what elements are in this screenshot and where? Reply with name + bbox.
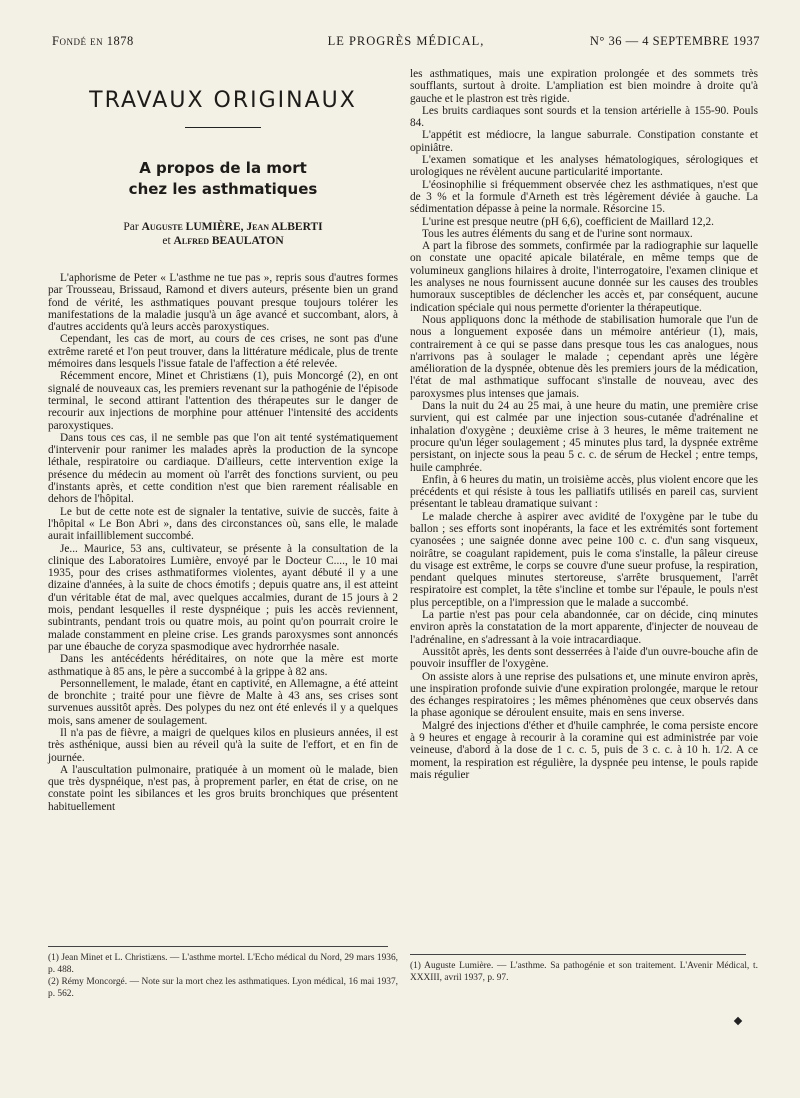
article-title-line-2: chez les asthmatiques <box>128 180 318 198</box>
body-paragraph: Dans tous ces cas, il ne semble pas que l'on ait tenté systématiquement d'intervenir pour ranimer les malades après la production de la syncope léthale, respiratoire ou cardiaque. D'ailleurs, cette intervention exige la présence du médecin au moment où l'arrêt des fonctions survient, ou peu d'instants après, et cette condition n'est que bien rarement réalisable en dehors de l'hôpital. <box>48 431 398 506</box>
body-paragraph: Nous appliquons donc la méthode de stabilisation humorale que l'un de nous a longuement exposée dans un mémoire antérieur (1), mais, contrairement à ce qui se passe dans presque tous les cas analogues, nous n'arrivons pas à soulager le malade ; cependant après une légère amélioration de la dyspnée, obtenue dès les premiers jours de la médication, l'état de mal asthmatique suffocant s'installe de nouveau, avec des paroxysmes plus intenses que jamais. <box>410 313 758 400</box>
running-header <box>52 34 760 54</box>
footnote-rule <box>410 954 746 955</box>
footnote: (2) Rémy Moncorgé. — Note sur la mort chez les asthmatiques. Lyon médical, 16 mai 1937, p. 562. <box>48 977 398 999</box>
body-paragraph: Personnellement, le malade, étant en captivité, en Allemagne, a été atteint de bronchite ; traité pour une fièvre de Malte à 43 ans, ses crises sont survenues aussitôt après. Des polypes du nez ont été enlevés il y a quelques mois, sans amener de soulagement. <box>48 677 398 727</box>
header-journal-name: LE PROGRÈS MÉDICAL, <box>327 34 485 48</box>
body-paragraph: A l'auscultation pulmonaire, pratiquée à un moment où le malade, bien que très dyspnéique, n'est pas, à proprement parler, en état de crise, on ne constate point les sibilances et les gros bruits bronchiques que présentent habituellement <box>48 763 398 813</box>
section-title: TRAVAUX ORIGINAUX <box>89 88 357 113</box>
header-issue-date: N° 36 — 4 SEPTEMBRE 1937 <box>589 34 760 48</box>
header-founded: Fondé en 1878 <box>52 34 134 48</box>
authors-line-1: Auguste LUMIÈRE, Jean ALBERTI <box>141 221 323 233</box>
body-paragraph: Enfin, à 6 heures du matin, un troisième accès, plus violent encore que les précédents et qui résiste à tous les palliatifs utilisés en pareil cas, survient présentant le tableau dramatique suivant : <box>410 473 758 511</box>
article-title-line-1: A propos de la mort <box>139 159 307 177</box>
footnote: (1) Auguste Lumière. — L'asthme. Sa pathogénie et son traitement. L'Avenir Médical, t. XXXIII, avril 1937, p. 97. <box>410 961 758 983</box>
body-paragraph: Aussitôt après, les dents sont desserrées à l'aide d'un ouvre-bouche afin de pouvoir insuffler de l'oxygène. <box>410 645 758 671</box>
body-paragraph: La partie n'est pas pour cela abandonnée, car on décide, cinq minutes environ après la constatation de la mort apparente, d'injecter de nouveau de l'adrénaline, en s'adressant à la voie intracardiaque. <box>410 609 758 646</box>
body-paragraph: On assiste alors à une reprise des pulsations et, une minute environ après, une inspiration profonde suivie d'une expiration prolongée, marque le retour des échanges respiratoires ; les mêmes phénomènes que ceux observés dans la phase agonique se déroulent ensuite, mais en sens inverse. <box>410 670 758 720</box>
article-authors <box>48 220 398 248</box>
body-paragraph: A part la fibrose des sommets, confirmée par la radiographie sur laquelle on constate une opacité apicale bilatérale, en même temps que de volumineux ganglions hilaires à droite, l'interrogatoire, l'examen clinique et les analyses ne nous fournissent aucune donnée sur les causes des troubles humoraux susceptibles de déclencher les accès et, par conséquent, aucune indication spéciale qui nous permette d'orienter la thérapeutique. <box>410 240 758 314</box>
body-paragraph: Le but de cette note est de signaler la tentative, suivie de succès, faite à l'hôpital « Le Bon Abri », dans des circonstances où, sans elle, le malade aurait infailliblement succombé. <box>48 505 398 543</box>
body-paragraph: L'appétit est médiocre, la langue saburrale. Constipation constante et opiniâtre. <box>410 129 758 154</box>
footnote-rule <box>48 946 388 947</box>
footnote: (1) Jean Minet et L. Christiæns. — L'asthme mortel. L'Echo médical du Nord, 29 mars 1936, p. 488. <box>48 953 398 975</box>
body-paragraph: L'examen somatique et les analyses hématologiques, sérologiques et urologiques ne révèlent aucune particularité importante. <box>410 154 758 179</box>
body-paragraph: Dans les antécédents héréditaires, on note que la mère est morte asthmatique à 85 ans, le père a succombé à la grippe à 82 ans. <box>48 653 398 678</box>
body-paragraph: L'éosinophilie si fréquemment observée chez les asthmatiques, n'est que de 3 % et la formule d'Arneth est très légèrement déviée à gauche. La sédimentation dépasse à peine la normale. Résorcine 15. <box>410 178 758 216</box>
body-paragraph: L'aphorisme de Peter « L'asthme ne tue pas », repris sous d'autres formes par Trousseau, Brissaud, Ramond et divers auteurs, présente bien un grand fond de vérité, les asthmatiques pouvant presque toujours tolérer les manifestations de la maladie jusqu'à un âge avancé et succombant, alors, à d'autres accidents qu'à leurs accès paroxystiques. <box>48 272 398 334</box>
body-paragraph: Tous les autres éléments du sang et de l'urine sont normaux. <box>422 227 693 240</box>
body-paragraph: Je... Maurice, 53 ans, cultivateur, se présente à la consultation de la clinique des Laboratoires Lumière, envoyé par le Docteur C...., le 10 mai 1935, pour des crises asthmatiformes violentes, ayant débuté il y a une dizaine d'années, à la suite de chocs émotifs ; depuis quatre ans, il est atteint d'un véritable état de mal, avec quelques accalmies, durant de 15 jours à 2 mois, pendant lesquelles il reste dyspnéique ; puis les accès reviennent, subintrants, pendant trois ou quatre mois, au point qu'on pourrait croire le malade constamment en pleine crise. Les grands paroxysmes sont annoncés par une ébauche de coryza spasmodique avec hydrorrhée nasale. <box>48 542 398 653</box>
authors-line-2: Alfred BEAULATON <box>173 235 284 247</box>
authors-conjunction: et <box>162 235 171 247</box>
title-rule <box>185 127 261 128</box>
body-paragraph: Malgré des injections d'éther et d'huile camphrée, le coma persiste encore à 9 heures et engage à recourir à la coramine qui est administrée par voie veineuse, d'abord à la dose de 1 c. c. 5, puis de 3 c. c. à 10 h. 1/2. A ce moment, la respiration est régulière, la dyspnée peu intense, le pouls rapide mais régulier <box>410 719 758 781</box>
footnotes-left <box>48 946 398 1001</box>
footnotes-right <box>410 954 758 985</box>
body-paragraph: Cependant, les cas de mort, au cours de ces crises, ne sont pas d'une extrême rareté et l'on peut trouver, dans la littérature médicale, plus de trente mémoires dans lesquels l'issue fatale de l'affection a été relevée. <box>48 333 398 371</box>
body-paragraph: Dans la nuit du 24 au 25 mai, à une heure du matin, une première crise survient, qui est calmée par une injection sous-cutanée d'adrénaline et inhalation d'oxygène ; deuxième crise à 3 heures, le même traitement ne procure qu'un léger soulagement ; 45 minutes plus tard, la dyspnée extrême persistant, on injecte sous la peau 5 c. c. de sérum de Heckel ; entre temps, huile camphrée. <box>410 400 758 474</box>
authors-prefix: Par <box>123 221 139 233</box>
body-paragraph: Le malade cherche à aspirer avec avidité de l'oxygène par le tube du ballon ; ses efforts sont inopérants, la face et les extrémités sont fortement cyanosées ; une saignée donne avec peine 100 c. c. d'un sang visqueux, noirâtre, se coagulant rapidement, puis le coma s'installe, la pâleur cireuse du visage est extrême, le corps se couvre d'une sueur profuse, la respiration, pendant quelques minutes stertoreuse, s'arrête brusquement, l'arrêt respiratoire est complet, la tête s'incline et tombe sur l'épaule, le pouls n'est plus perceptible, on a l'impression que le malade a succombé. <box>410 510 758 609</box>
body-paragraph: les asthmatiques, mais une expiration prolongée et des sommets très soufflants, surtout à droite. L'ampliation est bien moindre à droite qu'à gauche et le plastron est très rigide. <box>410 68 758 105</box>
left-column <box>48 68 398 813</box>
body-paragraph: Récemment encore, Minet et Christiæns (1), puis Moncorgé (2), en ont signalé de nouveaux cas, les premiers revenant sur la pathogénie de l'épisode terminal, le second attirant l'attention des thérapeutes sur le danger de recourir aux injections de morphine pour atténuer l'intensité des accidents paroxystiques. <box>48 370 398 432</box>
body-paragraph: Les bruits cardiaques sont sourds et la tension artérielle à 155-90. Pouls 84. <box>410 104 758 130</box>
body-paragraph: Il n'a pas de fièvre, a maigri de quelques kilos en plusieurs années, il est très asthénique, aussi bien au réveil qu'à la suite de l'effort, et en fin de journée. <box>48 726 398 764</box>
right-column <box>410 68 758 781</box>
end-ornament-icon <box>734 1017 742 1025</box>
article-title <box>48 158 398 200</box>
body-paragraph: L'urine est presque neutre (pH 6,6), coefficient de Maillard 12,2. <box>422 215 714 228</box>
